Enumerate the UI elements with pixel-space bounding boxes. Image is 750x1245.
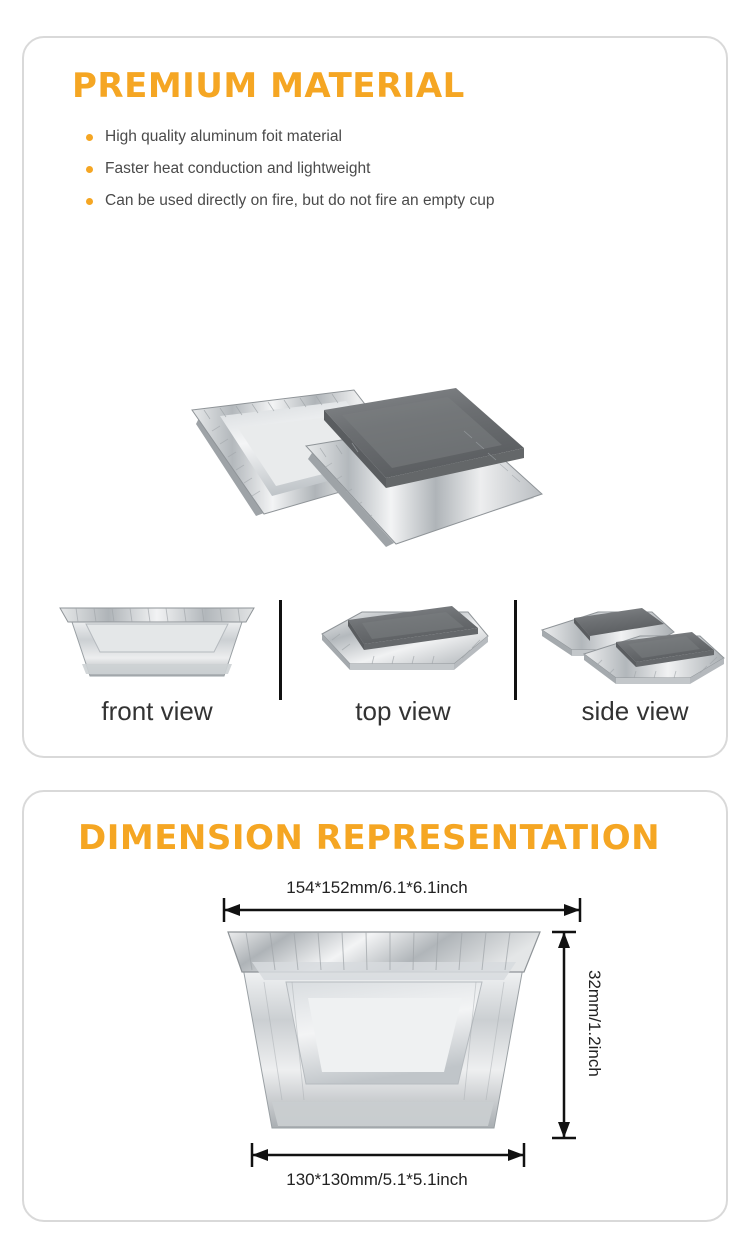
dimension-foil-tray <box>228 932 540 1128</box>
dimension-illustration <box>24 870 730 1210</box>
feature-text: High quality aluminum foit material <box>105 128 342 145</box>
side-view-illustration <box>524 578 746 698</box>
foil-containers-illustration <box>24 298 730 578</box>
premium-material-title: PREMIUM MATERIAL <box>72 66 465 106</box>
lidded-foil-tray <box>306 388 542 547</box>
view-side <box>524 578 746 758</box>
bottom-dimension-label: 130*130mm/5.1*5.1inch <box>286 1170 468 1189</box>
view-top <box>292 578 514 758</box>
feature-text: Faster heat conduction and lightweight <box>105 160 371 177</box>
feature-bullet-list <box>86 126 686 222</box>
dimension-representation-title: DIMENSION REPRESENTATION <box>78 818 661 858</box>
view-divider <box>514 600 517 700</box>
list-item <box>86 126 686 147</box>
bottom-measure-arrow <box>252 1143 524 1167</box>
side-view-label: side view <box>581 696 689 726</box>
top-measure-arrow <box>224 898 580 922</box>
height-measure-arrow <box>552 932 576 1138</box>
side-view-image <box>524 578 746 698</box>
views-row <box>24 578 730 758</box>
view-divider <box>279 600 282 700</box>
front-view-label: front view <box>101 696 213 726</box>
bullet-dot-icon <box>86 166 93 173</box>
bullet-dot-icon <box>86 134 93 141</box>
top-view-label: top view <box>355 696 451 726</box>
bullet-dot-icon <box>86 198 93 205</box>
dimension-representation-card <box>22 790 728 1222</box>
premium-material-card <box>22 36 728 758</box>
feature-text: Can be used directly on fire, but do not fire an empty cup <box>105 192 495 209</box>
front-view-illustration <box>46 578 268 698</box>
list-item <box>86 190 686 211</box>
dimension-diagram <box>24 870 730 1210</box>
front-view-image <box>46 578 268 698</box>
hero-product-image <box>24 298 730 578</box>
list-item <box>86 158 686 179</box>
height-dimension-label: 32mm/1.2inch <box>585 970 604 1077</box>
view-front <box>46 578 268 758</box>
top-view-illustration <box>292 578 514 698</box>
top-view-image <box>292 578 514 698</box>
top-dimension-label: 154*152mm/6.1*6.1inch <box>286 878 468 897</box>
